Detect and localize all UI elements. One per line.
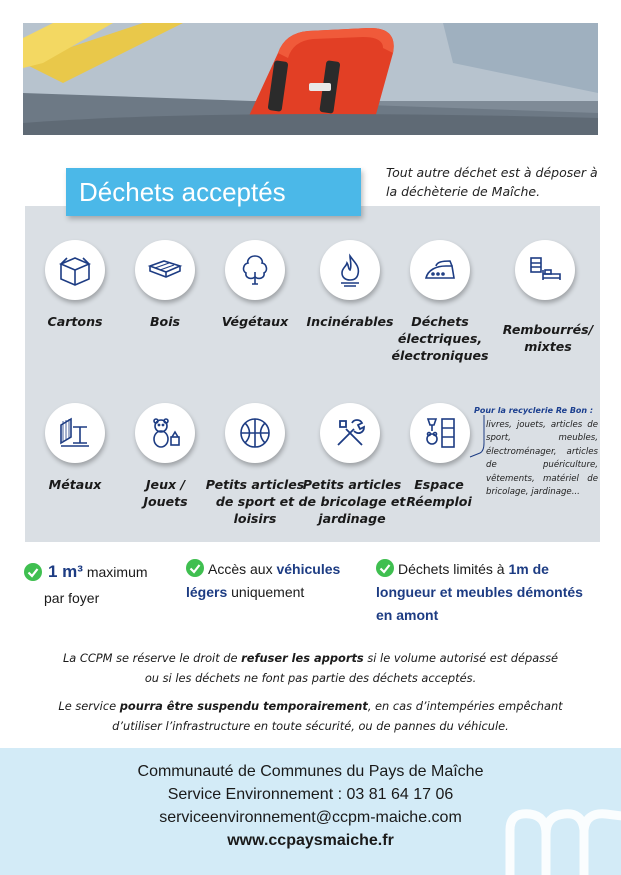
label-metaux: Métaux [48,477,102,492]
label-vegetaux: Végétaux [221,314,289,329]
rule-length [398,558,608,581]
hero-photo [23,23,598,135]
other-waste-note: Tout autre déchet est à déposer à la déchèterie de Maîche. [386,165,598,199]
rule-length-line3: en amont [376,607,439,623]
check-icon [376,559,394,577]
rule-volume-line2: par foyer [44,590,100,606]
p2-c: , en cas d’intempéries empêchant [367,699,563,713]
rule-volume-unit: maximum [82,564,148,580]
p2-b: pourra être suspendu temporairement [119,699,368,713]
tools-icon [320,403,380,463]
rule-length-hl: 1m de [508,561,549,577]
rule-volume-value: 1 m³ [48,562,83,581]
tree-icon [225,240,285,300]
footer-email[interactable]: serviceenvironnement@ccpm-maiche.com [159,809,462,826]
check-icon [24,563,42,581]
box-icon [45,240,105,300]
teddy-bear-icon [135,403,195,463]
rebon-title: Pour la recyclerie Re Bon : [474,406,594,415]
p1-d: ou si les déchets ne font pas partie des déchets acceptés. [144,671,477,685]
metal-beam-icon [45,403,105,463]
p1-c: si le volume autorisé est dépassé [363,651,559,665]
rule-vehicles-line2 [186,581,366,604]
rule-vehicles-pre: Accès aux [208,561,277,577]
rule-length-pre: Déchets limités à [398,561,509,577]
furniture-icon [515,240,575,300]
footer-phone: Service Environnement : 03 81 64 17 06 [167,786,454,803]
rule-vehicles-hl: véhicules [276,561,341,577]
check-icon [186,559,204,577]
p2-d: d’utiliser l’infrastructure en toute sécurité, ou de pannes du véhicule. [112,719,509,733]
rule-vehicles-hl2: légers [186,584,228,600]
rule-vehicles [208,558,368,581]
rule-length-line2: longueur et meubles démontés [376,584,583,600]
p1-a: La CCPM se réserve le droit de [62,651,242,665]
wood-pallet-icon [135,240,195,300]
refusal-paragraph [40,648,581,688]
label-jouets: Jeux / Jouets [143,477,188,509]
rebon-info [474,406,598,499]
flame-icon [320,240,380,300]
label-reemploi: Espace Réemploi [406,477,472,509]
p1-b: refuser les apports [241,651,364,665]
p2-a: Le service [58,699,120,713]
section-title: Déchets acceptés [66,168,361,216]
label-cartons: Cartons [47,314,103,329]
rebon-text: livres, jouets, articles de sport, meubles, électroménager, articles de puériculture, vêtements, matériel de bricolage, jardinage... [486,420,598,498]
label-electriques: Déchets électriques, électroniques [391,314,489,363]
suspension-paragraph [40,696,581,736]
rule-volume [48,560,188,584]
label-incinerables: Incinérables [306,314,394,329]
label-sport: Petits articles de sport et loisirs [205,477,305,526]
reuse-shelf-icon [410,403,470,463]
footer [0,748,621,875]
label-bricolage: Petits articles de bricolage et jardinage [298,477,406,526]
rule-vehicles-post: uniquement [227,584,305,600]
footer-org: Communauté de Communes du Pays de Maîche [137,763,484,780]
label-bois: Bois [149,314,181,329]
iron-icon [410,240,470,300]
basketball-icon [225,403,285,463]
label-rembourres: Rembourrés/ mixtes [502,322,594,354]
footer-website[interactable]: www.ccpaysmaiche.fr [227,832,394,849]
